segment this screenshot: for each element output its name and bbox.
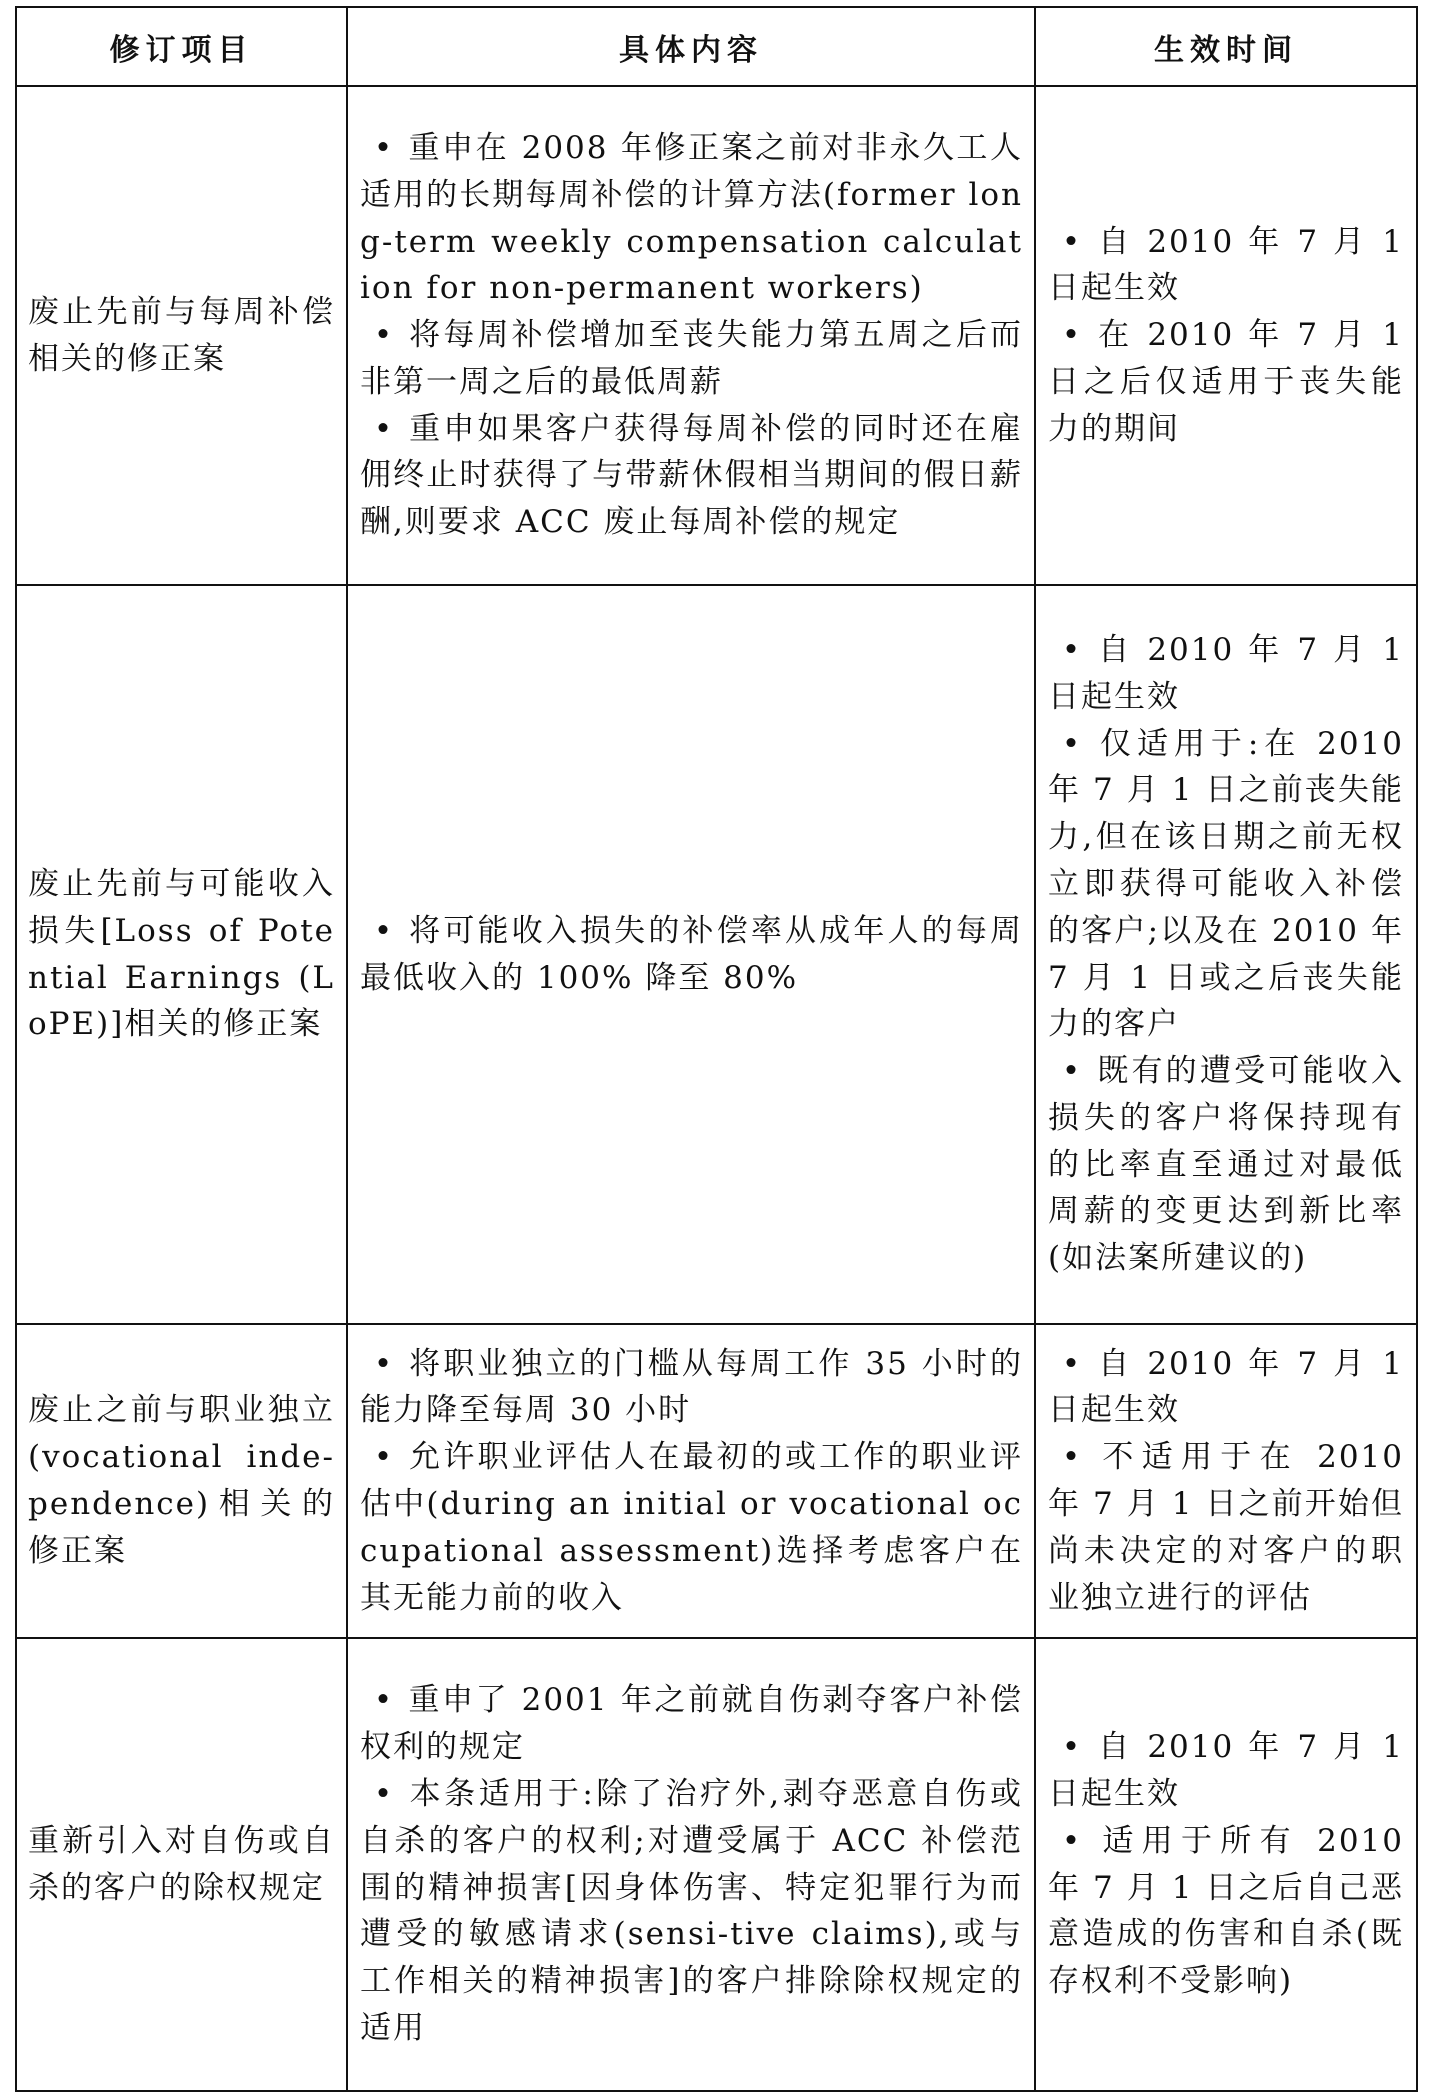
header-content: 具体内容 [347, 7, 1035, 86]
row-item: 废止先前与可能收入损失[Loss of Potential Earnings (LoPE)]相关的修正案 [16, 585, 347, 1324]
effective-bullet: • 适用于所有 2010 年 7 月 1 日之后自己恶意造成的伤害和自杀(既存权利不受影响) [1048, 1818, 1404, 2005]
row-content [347, 585, 1035, 1324]
row-content [347, 1638, 1035, 2091]
header-item: 修订项目 [16, 7, 347, 86]
row-effective [1035, 86, 1417, 585]
effective-bullet: • 自 2010 年 7 月 1 日起生效 [1048, 1341, 1404, 1435]
effective-bullet: • 自 2010 年 7 月 1 日起生效 [1048, 219, 1404, 313]
effective-bullet: • 在 2010 年 7 月 1 日之后仅适用于丧失能力的期间 [1048, 312, 1404, 452]
effective-bullet: • 仅适用于:在 2010 年 7 月 1 日之前丧失能力,但在该日期之前无权立即获得可能收入补偿的客户;以及在 2010 年 7 月 1 日或之后丧失能力的客户 [1048, 721, 1404, 1049]
amendments-table [15, 6, 1418, 2092]
row-item: 废止先前与每周补偿相关的修正案 [16, 86, 347, 585]
effective-bullet: • 不适用于在 2010 年 7 月 1 日之前开始但尚未决定的对客户的职业独立进行的评估 [1048, 1434, 1404, 1621]
row-effective [1035, 1638, 1417, 2091]
table-row [16, 585, 1417, 1324]
row-content [347, 1324, 1035, 1638]
table-row [16, 1638, 1417, 2091]
amendments-table-container [15, 6, 1416, 2092]
row-effective [1035, 585, 1417, 1324]
content-bullet: • 允许职业评估人在最初的或工作的职业评估中(during an initial or vocational occupational assessment)选择考虑客户在其无能力前的收入 [360, 1434, 1023, 1621]
effective-bullet: • 既有的遭受可能收入损失的客户将保持现有的比率直至通过对最低周薪的变更达到新比率(如法案所建议的) [1048, 1048, 1404, 1282]
content-bullet: • 重申了 2001 年之前就自伤剥夺客户补偿权利的规定 [360, 1677, 1023, 1771]
effective-bullet: • 自 2010 年 7 月 1 日起生效 [1048, 627, 1404, 721]
content-bullet: • 将职业独立的门槛从每周工作 35 小时的能力降至每周 30 小时 [360, 1341, 1023, 1435]
row-content [347, 86, 1035, 585]
content-bullet: • 重申在 2008 年修正案之前对非永久工人适用的长期每周补偿的计算方法(former long-term weekly compensation calculation for non-permanent workers) [360, 125, 1023, 312]
row-item: 重新引入对自伤或自杀的客户的除权规定 [16, 1638, 347, 2091]
effective-bullet: • 自 2010 年 7 月 1 日起生效 [1048, 1724, 1404, 1818]
content-bullet: • 将可能收入损失的补偿率从成年人的每周最低收入的 100% 降至 80% [360, 908, 1023, 1002]
table-header-row [16, 7, 1417, 86]
content-bullet: • 本条适用于:除了治疗外,剥夺恶意自伤或自杀的客户的权利;对遭受属于 ACC 补偿范围的精神损害[因身体伤害、特定犯罪行为而遭受的敏感请求(sensi-tive claims),或与工作相关的精神损害]的客户排除除权规定的适用 [360, 1771, 1023, 2052]
content-bullet: • 重申如果客户获得每周补偿的同时还在雇佣终止时获得了与带薪休假相当期间的假日薪酬,则要求 ACC 废止每周补偿的规定 [360, 406, 1023, 546]
row-item: 废止之前与职业独立(vocational inde-pendence)相关的修正案 [16, 1324, 347, 1638]
table-row [16, 1324, 1417, 1638]
header-effective: 生效时间 [1035, 7, 1417, 86]
row-effective [1035, 1324, 1417, 1638]
content-bullet: • 将每周补偿增加至丧失能力第五周之后而非第一周之后的最低周薪 [360, 312, 1023, 406]
table-row [16, 86, 1417, 585]
